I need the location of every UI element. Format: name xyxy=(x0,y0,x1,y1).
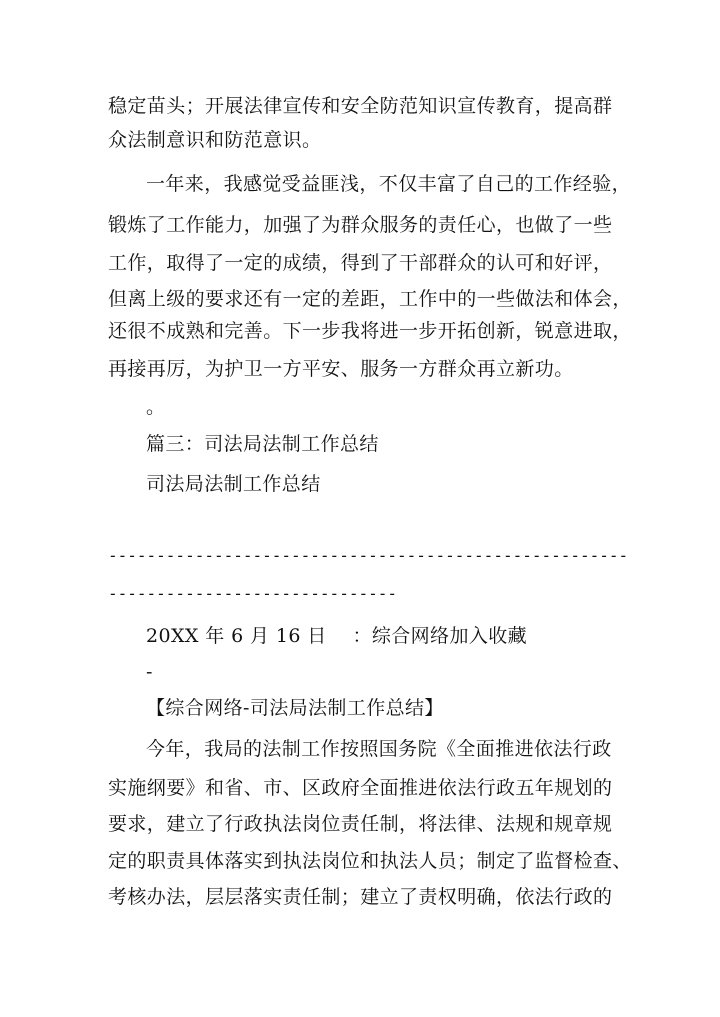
body-text-line: 考核办法，层层落实责任制；建立了责权明确，依法行政的 xyxy=(108,886,613,908)
separator-line: ------------------------------ xyxy=(108,584,397,603)
body-text-line: 一年来，我感觉受益匪浅，不仅丰富了自己的工作经验， xyxy=(146,173,632,195)
body-text-line: 众法制意识和防范意识。 xyxy=(108,129,322,151)
article-title: 司法局法制工作总结 xyxy=(146,473,321,495)
body-text-line: 工作，取得了一定的成绩，得到了干部群众的认可和好评， xyxy=(108,252,613,274)
body-text-line: 实施纲要》和省、市、区政府全面推进依法行政五年规划的 xyxy=(108,777,613,799)
separator-line: ------------------------------------------------------ xyxy=(108,546,629,565)
body-text-line: 还很不成熟和完善。下一步我将进一步开拓创新，锐意进取， xyxy=(108,320,632,342)
section-heading: 篇三：司法局法制工作总结 xyxy=(146,433,379,455)
stray-mark: 。 xyxy=(146,396,166,418)
body-text-line: 但离上级的要求还有一定的差距，工作中的一些做法和体会， xyxy=(108,288,632,310)
body-text-line: 稳定苗头；开展法律宣传和安全防范知识宣传教育，提高群 xyxy=(108,95,613,117)
dash-mark: - xyxy=(146,661,153,683)
body-text-line: 要求，建立了行政执法岗位责任制，将法律、法规和规章规 xyxy=(108,813,613,835)
body-text-line: 锻炼了工作能力，加强了为群众服务的责任心，也做了一些 xyxy=(108,214,613,236)
date-source-line: 20XX 年 6 月 16 日 ：综合网络加入收藏 xyxy=(146,625,528,647)
body-text-line: 今年，我局的法制工作按照国务院《全面推进依法行政 xyxy=(146,738,612,760)
article-source-title: 【综合网络-司法局法制工作总结】 xyxy=(146,697,444,719)
body-text-line: 定的职责具体落实到执法岗位和执法人员；制定了监督检查、 xyxy=(108,850,632,872)
body-text-line: 再接再厉，为护卫一方平安、服务一方群众再立新功。 xyxy=(108,358,574,380)
